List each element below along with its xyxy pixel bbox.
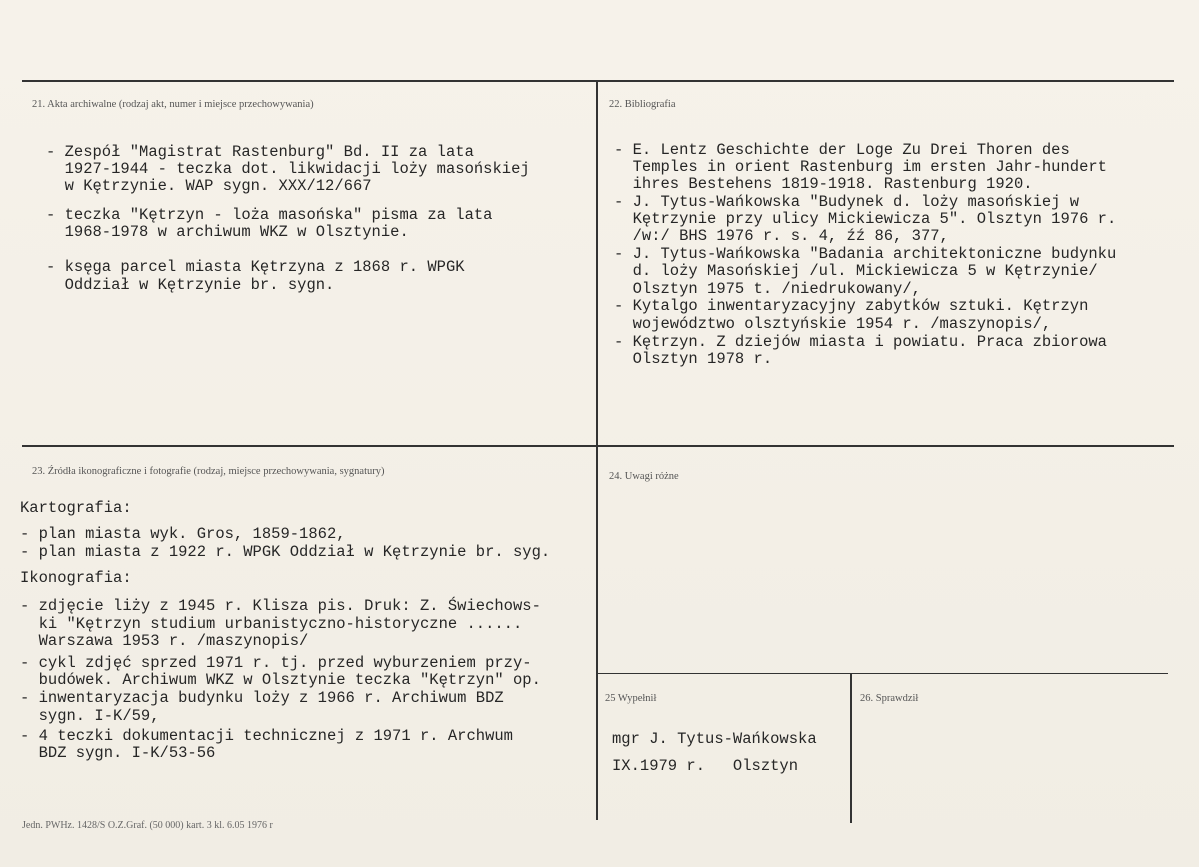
text-line: - plan miasta wyk. Gros, 1859-1862, — [20, 525, 346, 543]
text-line: /w:/ BHS 1976 r. s. 4, źź 86, 377, — [614, 227, 949, 245]
text-line: - 4 teczki dokumentacji technicznej z 1971 r. Archwum — [20, 727, 513, 745]
top-rule — [22, 80, 1174, 82]
signature-rule — [598, 673, 1168, 674]
text-line: mgr J. Tytus-Wańkowska — [612, 730, 817, 748]
section-22-label: 22. Bibliografia — [609, 99, 676, 110]
text-line: Warszawa 1953 r. /maszynopis/ — [20, 632, 309, 650]
text-line: - Zespół "Magistrat Rastenburg" Bd. II za lata — [46, 143, 474, 161]
center-vertical-rule — [596, 80, 598, 820]
text-line: ki "Kętrzyn studium urbanistyczno-historyczne ...... — [20, 615, 523, 633]
text-line: - Kętrzyn. Z dziejów miasta i powiatu. Praca zbiorowa — [614, 333, 1107, 351]
text-line: IX.1979 r. Olsztyn — [612, 757, 799, 775]
text-line: 1927-1944 - teczka dot. likwidacji loży masońskiej — [46, 160, 530, 178]
text-line: Olsztyn 1975 t. /niedrukowany/, — [614, 280, 921, 298]
text-line: budówek. Archiwum WKZ w Olsztynie teczka "Kętrzyn" op. — [20, 671, 541, 689]
text-line: BDZ sygn. I-K/53-56 — [20, 744, 216, 762]
section-24-label: 24. Uwagi różne — [609, 471, 679, 482]
section-21-label: 21. Akta archiwalne (rodzaj akt, numer i miejsce przechowywania) — [32, 99, 314, 110]
middle-rule — [22, 445, 1174, 447]
text-line: województwo olsztyńskie 1954 r. /maszynopis/, — [614, 315, 1052, 333]
text-line: - zdjęcie liży z 1945 r. Klisza pis. Druk: Z. Świechows- — [20, 597, 541, 615]
text-line: - cykl zdjęć sprzed 1971 r. tj. przed wyburzeniem przy- — [20, 654, 532, 672]
text-line: Olsztyn 1978 r. — [614, 350, 773, 368]
text-line: - ksęga parcel miasta Kętrzyna z 1868 r. WPGK — [46, 258, 465, 276]
text-line: 1968-1978 w archiwum WKZ w Olsztynie. — [46, 223, 409, 241]
text-line: - teczka "Kętrzyn - loża masońska" pisma za lata — [46, 206, 493, 224]
section-25-label: 25 Wypełnił — [605, 693, 657, 704]
text-line: Oddział w Kętrzynie br. sygn. — [46, 276, 335, 294]
text-line: Temples in orient Rastenburg im ersten Jahr-hundert — [614, 158, 1107, 176]
text-line: - J. Tytus-Wańkowska "Budynek d. loży masońskiej w — [614, 193, 1080, 211]
text-line: - J. Tytus-Wańkowska "Badania architektoniczne budynku — [614, 245, 1117, 263]
section-26-label: 26. Sprawdził — [860, 693, 919, 704]
text-line: sygn. I-K/59, — [20, 707, 160, 725]
text-line: d. loży Masońskiej /ul. Mickiewicza 5 w Kętrzynie/ — [614, 262, 1098, 280]
text-line: Ikonografia: — [20, 569, 132, 587]
section-23-label: 23. Źródła ikonograficzne i fotografie (rodzaj, miejsce przechowywania, sygnatury) — [32, 466, 385, 477]
text-line: - E. Lentz Geschichte der Loge Zu Drei Thoren des — [614, 141, 1070, 159]
text-line: Kartografia: — [20, 499, 132, 517]
text-line: - plan miasta z 1922 r. WPGK Oddział w Kętrzynie br. syg. — [20, 543, 551, 561]
text-line: w Kętrzynie. WAP sygn. XXX/12/667 — [46, 177, 372, 195]
text-line: - Kytalgo inwentaryzacyjny zabytków sztuki. Kętrzyn — [614, 297, 1089, 315]
signature-divider — [850, 673, 852, 823]
print-footer: Jedn. PWHz. 1428/S O.Z.Graf. (50 000) kart. 3 kl. 6.05 1976 r — [22, 820, 273, 831]
text-line: ihres Bestehens 1819-1918. Rastenburg 1920. — [614, 175, 1033, 193]
text-line: Kętrzynie przy ulicy Mickiewicza 5". Olsztyn 1976 r. — [614, 210, 1117, 228]
text-line: - inwentaryzacja budynku loży z 1966 r. Archiwum BDZ — [20, 689, 504, 707]
